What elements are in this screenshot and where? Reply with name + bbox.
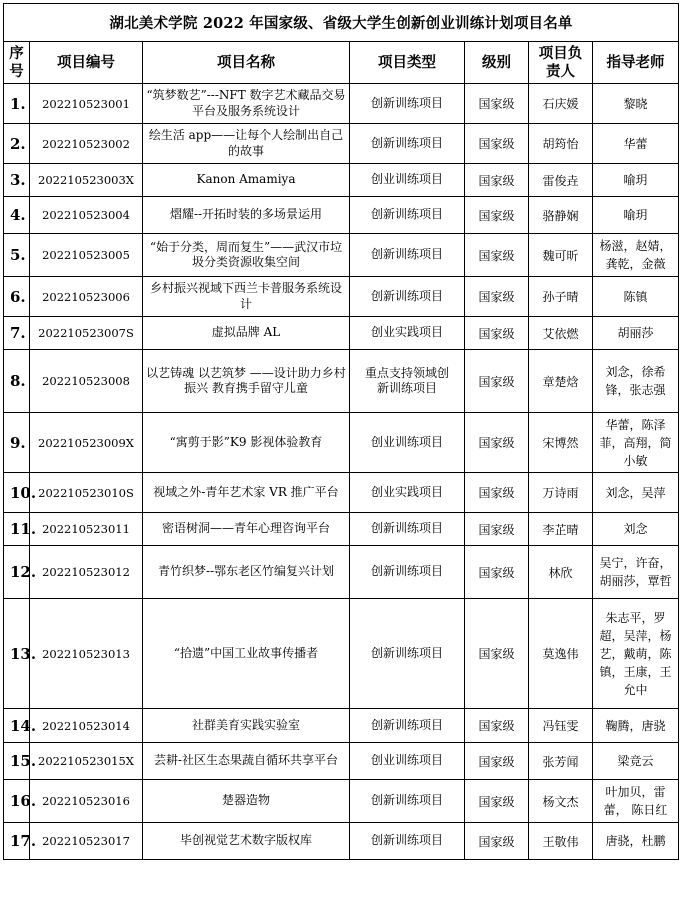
row-project-type-text: 创业训练项目 bbox=[370, 434, 443, 449]
row-project-code: 202210523017 bbox=[30, 823, 143, 860]
row-leader: 艾依燃 bbox=[529, 317, 593, 350]
row-leader: 李芷晴 bbox=[529, 513, 593, 546]
row-project-type bbox=[350, 413, 465, 473]
table-row bbox=[4, 84, 679, 124]
row-level: 国家级 bbox=[465, 599, 529, 709]
row-project-code: 202210523016 bbox=[30, 780, 143, 823]
row-project-type bbox=[350, 317, 465, 350]
row-project-code: 202210523014 bbox=[30, 709, 143, 743]
row-project-type-text: 创新训练项目 bbox=[370, 833, 443, 848]
row-index: 17. bbox=[4, 823, 30, 860]
row-project-code: 202210523012 bbox=[30, 546, 143, 599]
row-level: 国家级 bbox=[465, 546, 529, 599]
table-row bbox=[4, 780, 679, 823]
row-index: 9. bbox=[4, 413, 30, 473]
table-row bbox=[4, 513, 679, 546]
row-project-code: 202210523006 bbox=[30, 277, 143, 317]
row-index: 4. bbox=[4, 197, 30, 234]
header-index: 序号 bbox=[4, 42, 30, 84]
row-project-type bbox=[350, 599, 465, 709]
row-advisor: 叶加贝，雷蕾， 陈日红 bbox=[593, 780, 679, 823]
row-project-code: 202210523002 bbox=[30, 124, 143, 164]
row-level: 国家级 bbox=[465, 709, 529, 743]
row-index: 1. bbox=[4, 84, 30, 124]
row-level: 国家级 bbox=[465, 234, 529, 277]
row-leader: 骆静娴 bbox=[529, 197, 593, 234]
row-project-name: 密语树洞——青年心理咨询平台 bbox=[143, 513, 350, 546]
row-project-type bbox=[350, 197, 465, 234]
row-project-name: 芸耕-社区生态果蔬自循环共享平台 bbox=[143, 743, 350, 780]
row-advisor: 朱志平，罗超，吴萍，杨艺，戴萌，陈镇，王康，王允中 bbox=[593, 599, 679, 709]
project-table bbox=[3, 3, 679, 860]
table-row bbox=[4, 709, 679, 743]
row-level: 国家级 bbox=[465, 780, 529, 823]
table-row bbox=[4, 743, 679, 780]
row-leader: 雷俊垚 bbox=[529, 164, 593, 197]
header-name: 项目名称 bbox=[143, 42, 350, 84]
row-project-name: 虚拟品牌 AL bbox=[143, 317, 350, 350]
row-project-code: 202210523005 bbox=[30, 234, 143, 277]
row-project-type bbox=[350, 473, 465, 513]
row-leader: 胡筠怡 bbox=[529, 124, 593, 164]
row-project-code: 202210523003X bbox=[30, 164, 143, 197]
row-leader: 万诗雨 bbox=[529, 473, 593, 513]
row-project-type-text: 创业实践项目 bbox=[370, 325, 443, 340]
row-leader: 林欣 bbox=[529, 546, 593, 599]
row-project-type-text: 创新训练项目 bbox=[370, 135, 443, 150]
row-level: 国家级 bbox=[465, 413, 529, 473]
row-project-type bbox=[350, 164, 465, 197]
table-row bbox=[4, 413, 679, 473]
row-level: 国家级 bbox=[465, 124, 529, 164]
row-advisor: 华蕾 bbox=[593, 124, 679, 164]
row-index: 12. bbox=[4, 546, 30, 599]
row-project-type-text: 重点支持领域创新训练项目 bbox=[364, 365, 449, 395]
row-project-type bbox=[350, 84, 465, 124]
row-project-code: 202210523008 bbox=[30, 350, 143, 413]
row-index: 13. bbox=[4, 599, 30, 709]
row-project-name: 社群美育实践实验室 bbox=[143, 709, 350, 743]
row-index: 15. bbox=[4, 743, 30, 780]
row-leader: 王敬伟 bbox=[529, 823, 593, 860]
header-level: 级别 bbox=[465, 42, 529, 84]
row-project-type-text: 创新训练项目 bbox=[370, 95, 443, 110]
row-advisor: 华蕾，陈泽菲，高翔，简小敏 bbox=[593, 413, 679, 473]
row-level: 国家级 bbox=[465, 743, 529, 780]
row-leader: 宋博然 bbox=[529, 413, 593, 473]
row-project-type-text: 创新训练项目 bbox=[370, 247, 443, 262]
row-advisor: 鞠腾，唐骁 bbox=[593, 709, 679, 743]
row-advisor: 黎晓 bbox=[593, 84, 679, 124]
row-project-type bbox=[350, 234, 465, 277]
row-project-name: “始于分类，周而复生”——武汉市垃圾分类资源收集空间 bbox=[143, 234, 350, 277]
row-project-type bbox=[350, 743, 465, 780]
row-index: 6. bbox=[4, 277, 30, 317]
row-project-type-text: 创业训练项目 bbox=[370, 753, 443, 768]
row-project-code: 202210523010S bbox=[30, 473, 143, 513]
row-leader: 魏可昕 bbox=[529, 234, 593, 277]
row-project-name: 绘生活 app——让每个人绘制出自己的故事 bbox=[143, 124, 350, 164]
row-project-type-text: 创业训练项目 bbox=[370, 172, 443, 187]
row-project-name: “拾遗”中国工业故事传播者 bbox=[143, 599, 350, 709]
row-leader: 孙子晴 bbox=[529, 277, 593, 317]
row-leader: 杨文杰 bbox=[529, 780, 593, 823]
document-title: 湖北美术学院 2022 年国家级、省级大学生创新创业训练计划项目名单 bbox=[4, 4, 679, 42]
row-project-name: 青竹织梦--鄂东老区竹编复兴计划 bbox=[143, 546, 350, 599]
header-leader: 项目负责人 bbox=[529, 42, 593, 84]
row-level: 国家级 bbox=[465, 350, 529, 413]
row-level: 国家级 bbox=[465, 513, 529, 546]
row-index: 11. bbox=[4, 513, 30, 546]
row-project-type-text: 创新训练项目 bbox=[370, 288, 443, 303]
row-index: 8. bbox=[4, 350, 30, 413]
row-level: 国家级 bbox=[465, 197, 529, 234]
row-project-type-text: 创新训练项目 bbox=[370, 564, 443, 579]
row-project-type-text: 创新训练项目 bbox=[370, 521, 443, 536]
row-project-name: 熠耀--开拓时装的多场景运用 bbox=[143, 197, 350, 234]
row-advisor: 喻玥 bbox=[593, 197, 679, 234]
row-project-name: 乡村振兴视域下西兰卡普服务系统设计 bbox=[143, 277, 350, 317]
row-leader: 冯钰雯 bbox=[529, 709, 593, 743]
row-project-name: 视域之外-青年艺术家 VR 推广平台 bbox=[143, 473, 350, 513]
row-level: 国家级 bbox=[465, 823, 529, 860]
row-index: 7. bbox=[4, 317, 30, 350]
table-row bbox=[4, 317, 679, 350]
table-row bbox=[4, 350, 679, 413]
row-advisor: 唐骁，杜鹏 bbox=[593, 823, 679, 860]
row-project-code: 202210523009X bbox=[30, 413, 143, 473]
row-advisor: 梁竞云 bbox=[593, 743, 679, 780]
row-project-code: 202210523007S bbox=[30, 317, 143, 350]
row-advisor: 陈镇 bbox=[593, 277, 679, 317]
row-project-type-text: 创新训练项目 bbox=[370, 645, 443, 660]
row-advisor: 喻玥 bbox=[593, 164, 679, 197]
row-project-type-text: 创新训练项目 bbox=[370, 717, 443, 732]
table-row bbox=[4, 599, 679, 709]
row-leader: 莫逸伟 bbox=[529, 599, 593, 709]
table-row bbox=[4, 473, 679, 513]
header-advisor: 指导老师 bbox=[593, 42, 679, 84]
row-project-name: Kanon Amamiya bbox=[143, 164, 350, 197]
row-advisor: 杨滋，赵婧，龚乾，金薇 bbox=[593, 234, 679, 277]
table-row bbox=[4, 823, 679, 860]
row-project-type-text: 创新训练项目 bbox=[370, 793, 443, 808]
row-project-type bbox=[350, 546, 465, 599]
table-row bbox=[4, 277, 679, 317]
row-project-type-text: 创业实践项目 bbox=[370, 484, 443, 499]
row-advisor: 刘念 bbox=[593, 513, 679, 546]
row-project-type bbox=[350, 780, 465, 823]
row-project-type bbox=[350, 277, 465, 317]
row-index: 3. bbox=[4, 164, 30, 197]
row-project-type bbox=[350, 124, 465, 164]
table-header-row bbox=[4, 42, 679, 84]
row-level: 国家级 bbox=[465, 84, 529, 124]
row-project-name: “筑梦数艺”---NFT 数字艺术藏品交易平台及服务系统设计 bbox=[143, 84, 350, 124]
row-project-type bbox=[350, 350, 465, 413]
row-project-code: 202210523004 bbox=[30, 197, 143, 234]
row-advisor: 吴宁，许奋，胡丽莎，覃哲 bbox=[593, 546, 679, 599]
row-index: 10. bbox=[4, 473, 30, 513]
row-project-type bbox=[350, 513, 465, 546]
row-advisor: 刘念，徐希锋，张志强 bbox=[593, 350, 679, 413]
row-index: 5. bbox=[4, 234, 30, 277]
row-project-type bbox=[350, 823, 465, 860]
row-advisor: 胡丽莎 bbox=[593, 317, 679, 350]
header-type: 项目类型 bbox=[350, 42, 465, 84]
header-code: 项目编号 bbox=[30, 42, 143, 84]
table-row bbox=[4, 234, 679, 277]
row-project-name: 以艺铸魂 以艺筑梦 ——设计助力乡村振兴 教育携手留守儿童 bbox=[143, 350, 350, 413]
row-project-code: 202210523001 bbox=[30, 84, 143, 124]
row-level: 国家级 bbox=[465, 317, 529, 350]
table-row bbox=[4, 164, 679, 197]
row-project-code: 202210523013 bbox=[30, 599, 143, 709]
row-index: 14. bbox=[4, 709, 30, 743]
table-row bbox=[4, 546, 679, 599]
row-level: 国家级 bbox=[465, 473, 529, 513]
row-leader: 章楚焓 bbox=[529, 350, 593, 413]
row-index: 2. bbox=[4, 124, 30, 164]
row-level: 国家级 bbox=[465, 164, 529, 197]
table-row bbox=[4, 197, 679, 234]
row-level: 国家级 bbox=[465, 277, 529, 317]
row-project-type-text: 创新训练项目 bbox=[370, 207, 443, 222]
row-index: 16. bbox=[4, 780, 30, 823]
row-project-code: 202210523015X bbox=[30, 743, 143, 780]
row-project-code: 202210523011 bbox=[30, 513, 143, 546]
row-advisor: 刘念，吴萍 bbox=[593, 473, 679, 513]
row-leader: 石庆媛 bbox=[529, 84, 593, 124]
row-project-type bbox=[350, 709, 465, 743]
row-project-name: “寓剪于影”K9 影视体验教育 bbox=[143, 413, 350, 473]
table-row bbox=[4, 124, 679, 164]
row-leader: 张芳闻 bbox=[529, 743, 593, 780]
row-project-name: 毕创视觉艺术数字版权库 bbox=[143, 823, 350, 860]
row-project-name: 楚器造物 bbox=[143, 780, 350, 823]
